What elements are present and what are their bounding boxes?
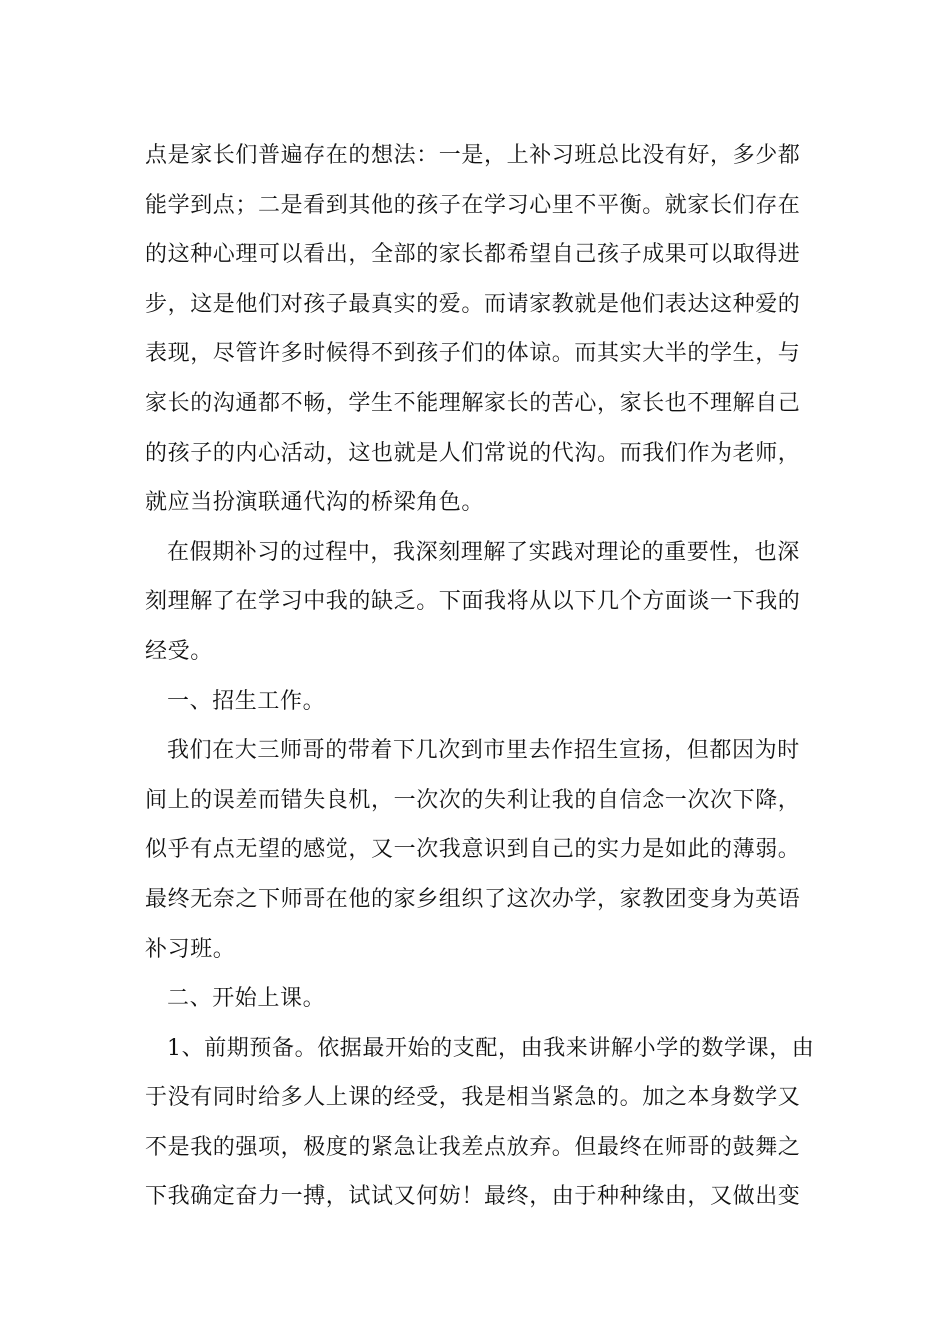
text-line: 补习班。 xyxy=(145,936,236,962)
paragraph-start-line: 我们在大三师哥的带着下几次到市里去作招生宣扬，但都因为时 xyxy=(167,738,800,764)
text-line: 不是我的强项，极度的紧急让我差点放弃。但最终在师哥的鼓舞之 xyxy=(145,1134,801,1160)
text-line: 似乎有点无望的感觉，又一次我意识到自己的实力是如此的薄弱。 xyxy=(145,837,801,863)
text-line: 最终无奈之下师哥在他的家乡组织了这次办学，家教团变身为英语 xyxy=(145,886,801,912)
text-line: 点是家长们普遍存在的想法：一是，上补习班总比没有好，多少都 xyxy=(145,143,801,168)
document-body xyxy=(145,131,815,1222)
text-line: 就应当扮演联通代沟的桥梁角色。 xyxy=(145,490,485,516)
text-line: 能学到点；二是看到其他的孩子在学习心里不平衡。就家长们存在 xyxy=(145,192,801,218)
text-line: 的这种心理可以看出，全部的家长都希望自己孩子成果可以取得进 xyxy=(145,242,801,268)
text-line: 的孩子的内心活动，这也就是人们常说的代沟。而我们作为老师， xyxy=(145,440,801,466)
text-line: 刻理解了在学习中我的缺乏。下面我将从以下几个方面谈一下我的 xyxy=(145,589,801,615)
paragraph-start-line: 1、前期预备。依据最开始的支配，由我来讲解小学的数学课，由 xyxy=(167,1035,815,1061)
section-heading: 二、开始上课。 xyxy=(167,986,326,1012)
section-heading: 一、招生工作。 xyxy=(167,688,326,714)
text-line: 经受。 xyxy=(145,638,213,664)
text-line: 步，这是他们对孩子最真实的爱。而请家教就是他们表达这种爱的 xyxy=(145,291,801,317)
text-line: 下我确定奋力一搏，试试又何妨！最终，由于种种缘由，又做出变 xyxy=(145,1184,801,1210)
text-line: 家长的沟通都不畅，学生不能理解家长的苦心，家长也不理解自己 xyxy=(145,390,801,416)
text-line: 于没有同时给多人上课的经受，我是相当紧急的。加之本身数学又 xyxy=(145,1085,801,1111)
text-line: 间上的误差而错失良机，一次次的失利让我的自信念一次次下降， xyxy=(145,787,801,813)
text-line: 表现，尽管许多时候得不到孩子们的体谅。而其实大半的学生，与 xyxy=(145,341,801,367)
paragraph-start-line: 在假期补习的过程中，我深刻理解了实践对理论的重要性，也深 xyxy=(167,539,800,565)
